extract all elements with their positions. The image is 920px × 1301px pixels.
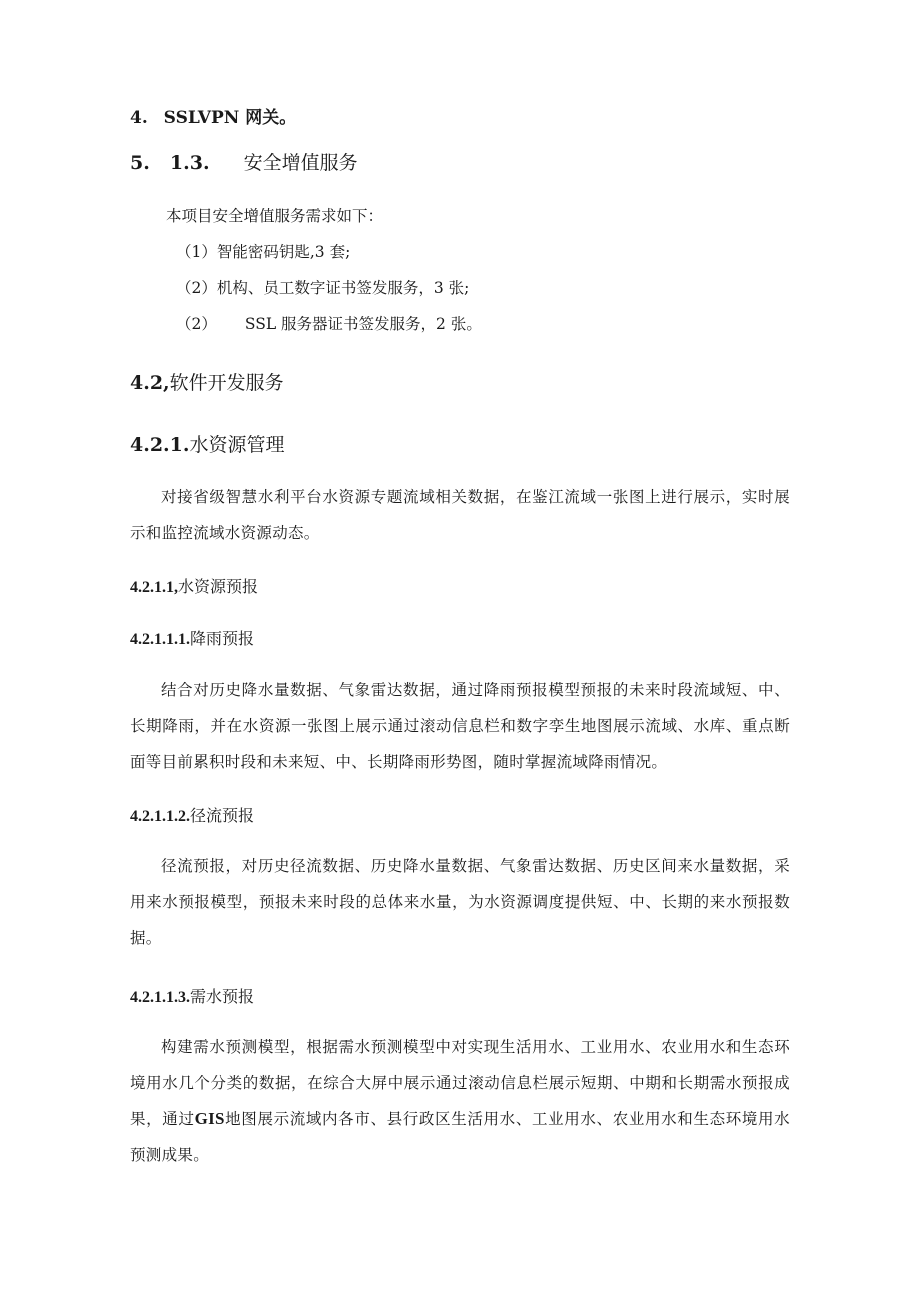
list-text: SSL 服务器证书签发服务，2 张。 — [244, 315, 482, 333]
heading-title: 降雨预报 — [190, 629, 255, 648]
list-text: 智能密码钥匙,3 套; — [216, 243, 351, 261]
paragraph-42111: 结合对历史降水量数据、气象雷达数据，通过降雨预报模型预报的未来时段流域短、中、长期降雨，并在水资源一张图上展示通过滚动信息栏和数字孪生地图展示流域、水库、重点断面等目前累积时段和未来短、中、长期降雨形势图，随时掌握流域降雨情况。 — [130, 681, 790, 771]
heading-title: 需水预报 — [190, 987, 255, 1006]
paragraph-42112: 径流预报，对历史径流数据、历史降水量数据、气象雷达数据、历史区间来水量数据，采用来水预报模型，预报未来时段的总体来水量，为水资源调度提供短、中、长期的来水预报数据。 — [130, 857, 790, 947]
heading-title: 软件开发服务 — [169, 372, 284, 394]
heading-421 — [130, 430, 285, 457]
heading-title: 水资源预报 — [178, 577, 259, 596]
list-item — [176, 276, 469, 298]
heading-4211 — [130, 574, 258, 597]
gis-term: GIS — [194, 1109, 225, 1128]
heading-number: 5. — [130, 152, 150, 174]
intro-text: 本项目安全增值服务需求如下： — [166, 207, 384, 225]
paragraph-text: 地图展示流域内各市、县行政区生活用水、工业用水、农业用水和生态环境用水预测成果。 — [130, 1110, 790, 1164]
heading-sub-number: 1.3. — [169, 152, 210, 174]
heading-title: 安全增值服务 — [243, 152, 358, 174]
paragraph-421: 对接省级智慧水利平台水资源专题流域相关数据，在鉴江流域一张图上进行展示，实时展示和监控流域水资源动态。 — [130, 488, 790, 542]
paragraph-42113 — [130, 1029, 790, 1173]
list-marker: （1） — [176, 243, 217, 261]
heading-title: 径流预报 — [190, 806, 255, 825]
heading-42112 — [130, 803, 254, 826]
heading-number: 4.2, — [130, 372, 170, 394]
heading-number: 4.2.1.1.1. — [130, 631, 190, 648]
heading-42113 — [130, 984, 254, 1007]
heading-number: 4. — [130, 108, 148, 128]
paragraph-text: 构建需水预测模型，根据需水预测模型中对实现生活用水、工业用水、农业用水和生态环境用水几个分类的数据，在综合大屏中展示通过滚动信息栏展示短期、中期和长期需水预报成果，通过 — [130, 1038, 790, 1128]
list-item — [176, 312, 482, 334]
list-text: 机构、员工数字证书签发服务，3 张; — [216, 279, 470, 297]
heading-number: 4.2.1.1, — [130, 579, 178, 596]
heading-42 — [130, 368, 284, 395]
list-marker: （2） — [176, 279, 217, 297]
heading-42111 — [130, 626, 254, 649]
heading-text: SSLVPN 网关。 — [163, 108, 297, 128]
heading-513 — [130, 148, 358, 175]
heading-ssl-vpn — [130, 103, 296, 128]
list-item — [176, 240, 350, 262]
heading-number: 4.2.1. — [130, 434, 190, 456]
list-marker: （2） — [176, 315, 217, 333]
heading-number: 4.2.1.1.3. — [130, 989, 190, 1006]
heading-number: 4.2.1.1.2. — [130, 808, 190, 825]
heading-title: 水资源管理 — [189, 434, 285, 456]
